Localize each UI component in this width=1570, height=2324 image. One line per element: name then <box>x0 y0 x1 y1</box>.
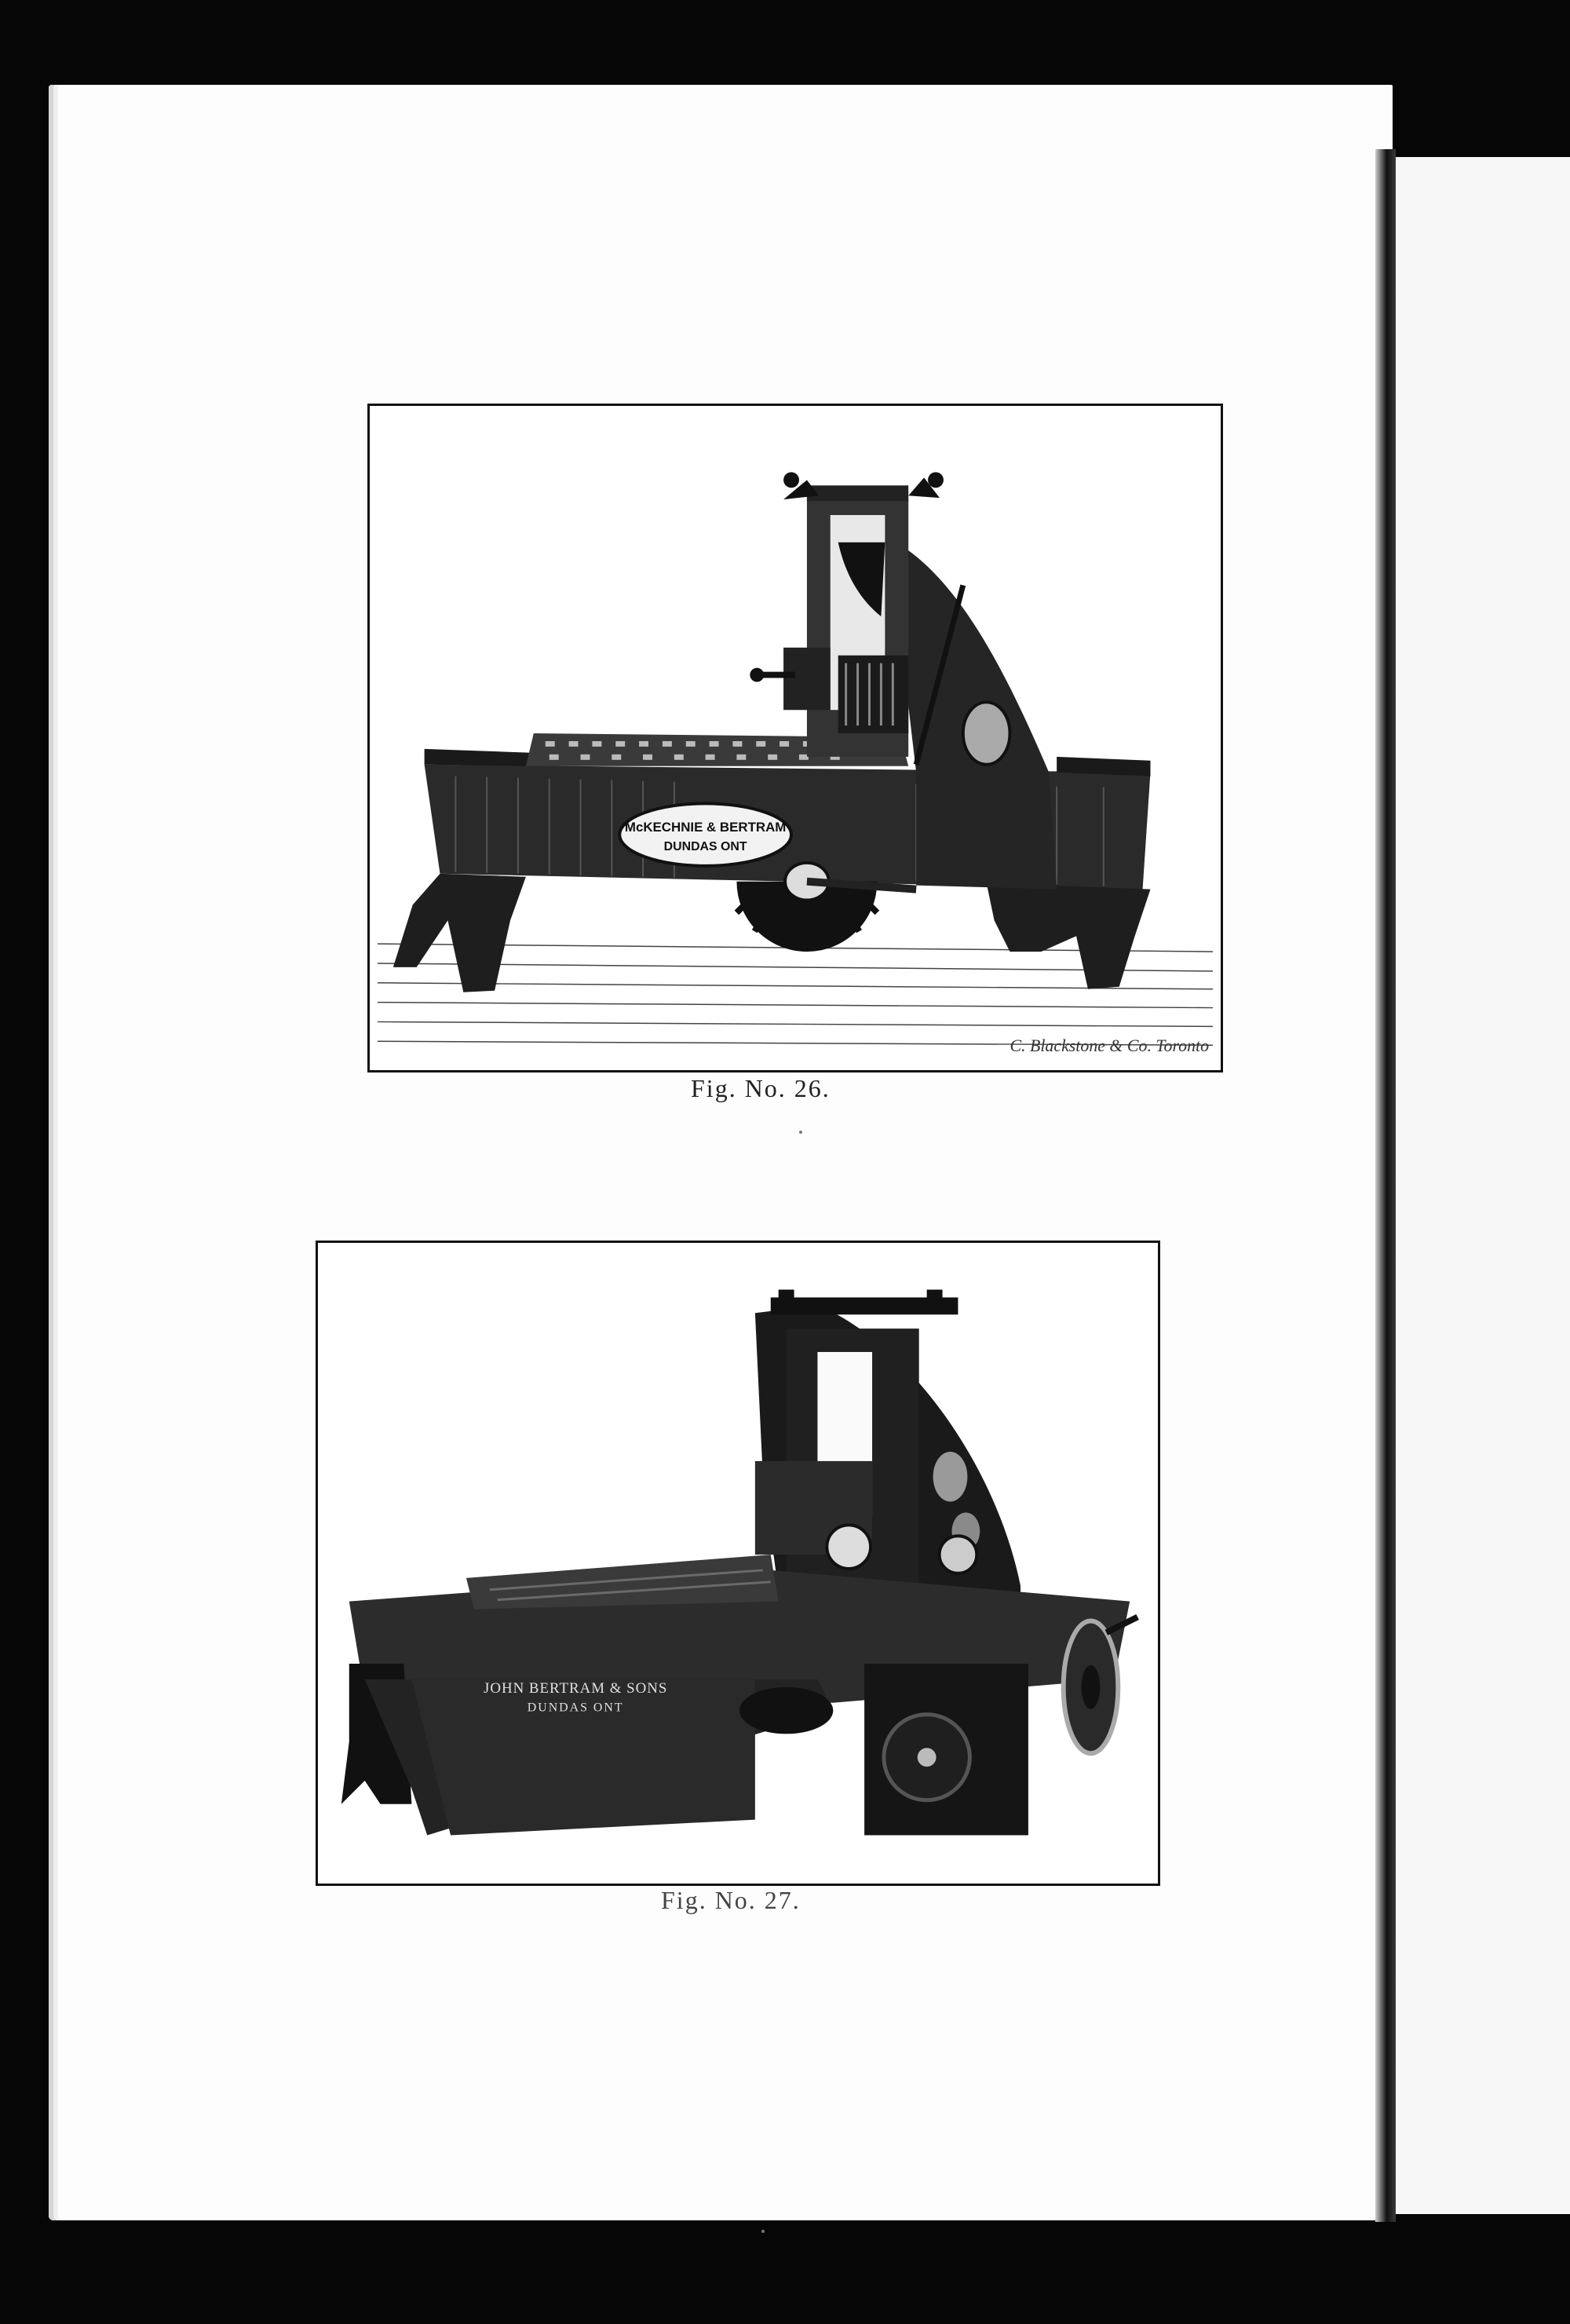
nameplate-27-line-1: JOHN BERTRAM & SONS <box>483 1679 668 1697</box>
right-leg <box>987 883 1151 989</box>
nameplate-27-line-2: DUNDAS ONT <box>527 1701 624 1715</box>
figure-26-caption: Fig. No. 26. <box>691 1074 831 1102</box>
engraver-signature: C. Blackstone & Co. Toronto <box>1010 1036 1210 1056</box>
scan-speck <box>799 1131 802 1134</box>
figure-27-drawing <box>318 1243 1158 1884</box>
figure-26-drawing <box>370 406 1221 1070</box>
figure-27-caption: Fig. No. 27. <box>661 1886 801 1914</box>
nameplate-26-line-2: DUNDAS ONT <box>663 839 747 853</box>
nameplate-26-line-1: McKECHNIE & BERTRAM <box>624 820 787 835</box>
facing-page-edge <box>1391 157 1570 2214</box>
work-table <box>466 1555 779 1609</box>
figure-27-illustration <box>316 1241 1160 1886</box>
left-leg <box>393 874 526 992</box>
scan-speck <box>761 2230 765 2233</box>
figure-26-illustration <box>367 404 1223 1072</box>
book-gutter <box>1375 149 1396 2222</box>
